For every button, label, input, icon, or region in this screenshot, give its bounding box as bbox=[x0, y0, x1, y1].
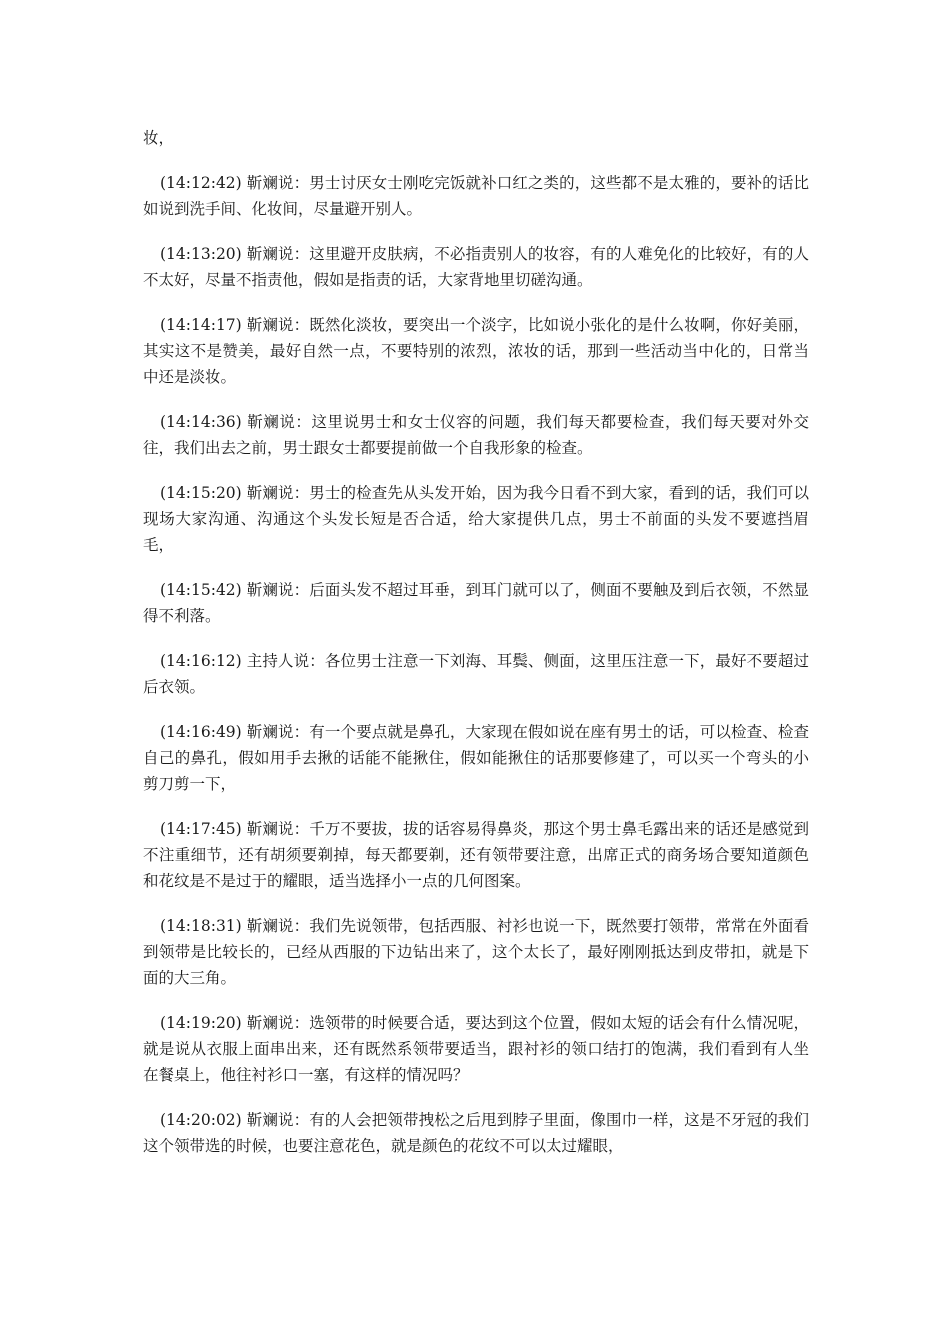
transcript-paragraph: (14:13:20) 靳斓说：这里避开皮肤病，不必指责别人的妆容，有的人难免化的比较好，有的人不太好，尽量不指责他，假如是指责的话，大家背地里切磋沟通。 bbox=[143, 245, 809, 289]
transcript-paragraph: (14:16:49) 靳斓说：有一个要点就是鼻孔，大家现在假如说在座有男士的话，可以检查、检查自己的鼻孔，假如用手去揪的话能不能揪住，假如能揪住的话那要修建了，可以买一个弯头的小剪刀剪一下， bbox=[143, 723, 809, 793]
transcript-paragraph: (14:14:36) 靳斓说：这里说男士和女士仪容的问题，我们每天都要检查，我们每天要对外交往，我们出去之前，男士跟女士都要提前做一个自我形象的检查。 bbox=[143, 413, 809, 457]
transcript-paragraph: (14:15:20) 靳斓说：男士的检查先从头发开始，因为我今日看不到大家，看到的话，我们可以现场大家沟通、沟通这个头发长短是否合适，给大家提供几点，男士不前面的头发不要遮挡眉毛， bbox=[143, 484, 809, 554]
transcript-paragraph: (14:20:02) 靳斓说：有的人会把领带拽松之后甩到脖子里面，像围巾一样，这是不牙冠的我们这个领带选的时候，也要注意花色，就是颜色的花纹不可以太过耀眼， bbox=[143, 1111, 809, 1155]
transcript-paragraph: (14:14:17) 靳斓说：既然化淡妆，要突出一个淡字，比如说小张化的是什么妆啊，你好美丽，其实这不是赞美，最好自然一点，不要特别的浓烈，浓妆的话，那到一些活动当中化的，日常当中还是淡妆。 bbox=[143, 316, 809, 386]
transcript-paragraph: (14:18:31) 靳斓说：我们先说领带，包括西服、衬衫也说一下，既然要打领带，常常在外面看到领带是比较长的，已经从西服的下边钻出来了，这个太长了，最好刚刚抵达到皮带扣，就是下面的大三角。 bbox=[143, 917, 809, 987]
continued-text: 妆， bbox=[143, 129, 175, 147]
transcript-paragraph: (14:17:45) 靳斓说：千万不要拔，拔的话容易得鼻炎，那这个男士鼻毛露出来的话还是感觉到不注重细节，还有胡须要剃掉，每天都要剃，还有领带要注意，出席正式的商务场合要知道颜色和花纹是不是过于的耀眼，适当选择小一点的几何图案。 bbox=[143, 820, 809, 890]
transcript-paragraph: (14:12:42) 靳斓说：男士讨厌女士刚吃完饭就补口红之类的，这些都不是太雅的，要补的话比如说到洗手间、化妆间，尽量避开别人。 bbox=[143, 174, 809, 218]
transcript-body bbox=[143, 125, 809, 1178]
transcript-paragraph: (14:16:12) 主持人说：各位男士注意一下刘海、耳鬓、侧面，这里压注意一下，最好不要超过后衣领。 bbox=[143, 652, 809, 696]
transcript-paragraph: (14:15:42) 靳斓说：后面头发不超过耳垂，到耳门就可以了，侧面不要触及到后衣领，不然显得不利落。 bbox=[143, 581, 809, 625]
transcript-paragraph: (14:19:20) 靳斓说：选领带的时候要合适，要达到这个位置，假如太短的话会有什么情况呢，就是说从衣服上面串出来，还有既然系领带要适当，跟衬衫的领口结打的饱满，我们看到有人坐在餐桌上，他往衬衫口一塞，有这样的情况吗？ bbox=[143, 1014, 809, 1084]
